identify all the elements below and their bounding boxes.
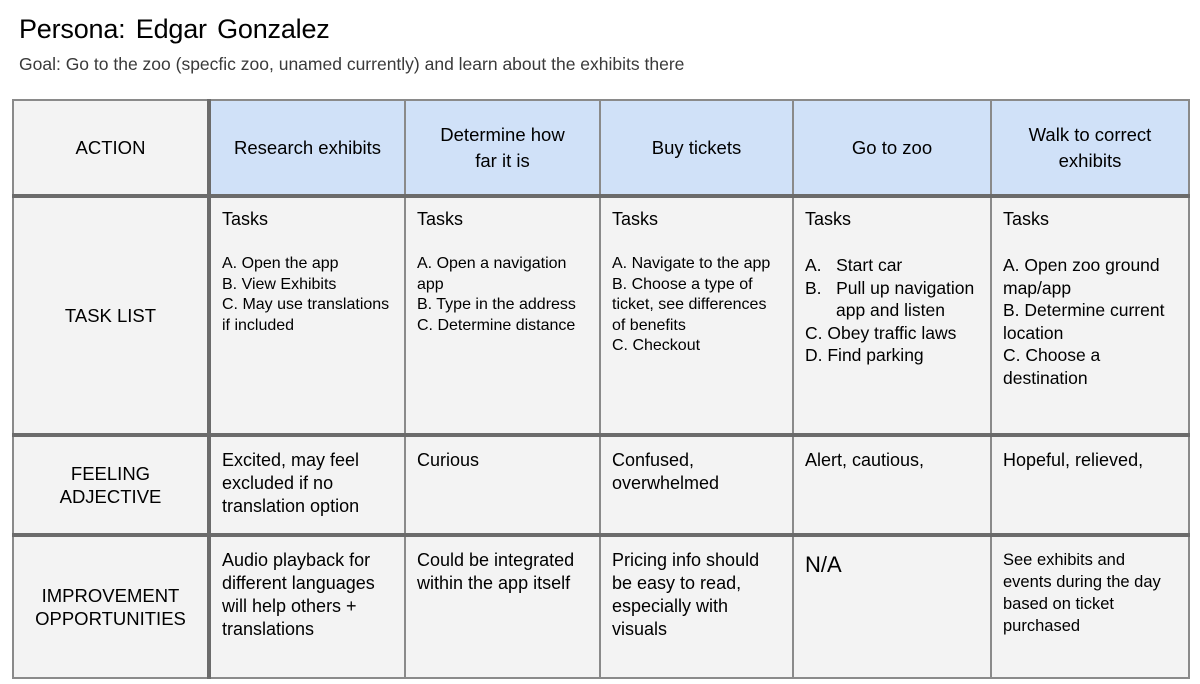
- action-label: Go to zoo: [851, 136, 933, 158]
- improvement-cell: [209, 535, 405, 678]
- task-item: A. Open the app: [222, 255, 339, 272]
- task-list: [612, 254, 782, 357]
- action-cell: [600, 100, 793, 196]
- task-item: A. Start car: [805, 255, 903, 275]
- action-cell: [209, 100, 405, 196]
- tasks-heading: Tasks: [612, 209, 659, 229]
- action-row: [13, 100, 1189, 196]
- action-label-line2: exhibits: [1058, 149, 1122, 171]
- row-label-text: ADJECTIVE: [59, 486, 162, 507]
- persona-title: Persona: Edgar Gonzalez: [19, 14, 330, 44]
- tasks-heading: Tasks: [417, 209, 464, 229]
- improvement-row: [13, 535, 1189, 678]
- task-item: C. Determine distance: [417, 316, 576, 334]
- task-item: A. Open zoo ground map/app: [1003, 255, 1160, 298]
- row-label-text: ACTION: [75, 136, 146, 158]
- row-label-text: OPPORTUNITIES: [35, 608, 186, 629]
- task-item: B. Choose a type of ticket, see differences of benefits: [612, 275, 767, 334]
- feeling-text: Hopeful, relieved,: [1003, 450, 1144, 470]
- improvement-text: Audio playback for different languages will help others + translations: [222, 550, 375, 639]
- feeling-text: Excited, may feel excluded if no translation option: [222, 450, 360, 516]
- row-label-task-list: [13, 196, 209, 435]
- feeling-cell: [991, 435, 1189, 535]
- task-item: C. May use translations if included: [222, 296, 390, 334]
- row-label-text: FEELING: [70, 463, 151, 484]
- task-item: A. Navigate to the app: [612, 255, 771, 272]
- row-label-feeling: [13, 435, 209, 535]
- action-label: Research exhibits: [233, 136, 382, 158]
- action-label: Walk to correct: [1028, 123, 1152, 145]
- task-cell: [209, 196, 405, 435]
- row-label-action: [13, 100, 209, 196]
- feeling-text: Confused, overwhelmed: [612, 450, 720, 493]
- feeling-text: Curious: [417, 450, 480, 470]
- feeling-cell: [793, 435, 991, 535]
- row-label-text: IMPROVEMENT: [41, 585, 180, 606]
- improvement-text: N/A: [805, 552, 842, 577]
- task-list: [417, 254, 589, 336]
- task-list: [805, 254, 980, 367]
- task-list-row: [13, 196, 1189, 435]
- improvement-text: Pricing info should be easy to read, especially with visuals: [612, 550, 760, 639]
- task-item: B. Determine current location: [1003, 300, 1165, 343]
- feeling-cell: [405, 435, 600, 535]
- task-item: B. View Exhibits: [222, 275, 337, 293]
- action-label: Buy tickets: [651, 136, 742, 158]
- feeling-cell: [600, 435, 793, 535]
- task-item: D. Find parking: [805, 345, 924, 366]
- task-cell: [405, 196, 600, 435]
- feeling-cell: [209, 435, 405, 535]
- improvement-cell: [405, 535, 600, 678]
- improvement-cell: [793, 535, 991, 678]
- task-cell: [793, 196, 991, 435]
- feeling-text: Alert, cautious,: [805, 450, 925, 470]
- tasks-heading: Tasks: [1003, 209, 1050, 229]
- improvement-cell: [600, 535, 793, 678]
- row-label-text: TASK LIST: [64, 305, 157, 326]
- improvement-text: See exhibits and events during the day based on ticket purchased: [1003, 551, 1161, 635]
- task-list: [222, 254, 394, 336]
- action-label-line2: far it is: [475, 149, 530, 171]
- tasks-heading: Tasks: [805, 209, 852, 229]
- task-cell: [991, 196, 1189, 435]
- task-item: B. Pull up navigation app and listen: [805, 277, 980, 321]
- task-item: C. Obey traffic laws: [805, 322, 957, 343]
- task-item: A. Open a navigation app: [417, 255, 567, 293]
- persona-goal: Goal: Go to the zoo (specfic zoo, unamed currently) and learn about the exhibits there: [19, 54, 685, 74]
- task-list: [1003, 254, 1178, 390]
- action-cell: [405, 100, 600, 196]
- tasks-heading: Tasks: [222, 209, 269, 229]
- journey-map-table: [12, 99, 1190, 679]
- feeling-row: [13, 435, 1189, 535]
- action-cell: [793, 100, 991, 196]
- task-item: B. Type in the address: [417, 296, 576, 314]
- improvement-text: Could be integrated within the app itself: [417, 550, 575, 593]
- task-cell: [600, 196, 793, 435]
- action-label: Determine how: [440, 123, 565, 145]
- task-item: C. Checkout: [612, 337, 701, 355]
- task-item: C. Choose a destination: [1003, 345, 1101, 388]
- improvement-cell: [991, 535, 1189, 678]
- row-label-improvement: [13, 535, 209, 678]
- action-cell: [991, 100, 1189, 196]
